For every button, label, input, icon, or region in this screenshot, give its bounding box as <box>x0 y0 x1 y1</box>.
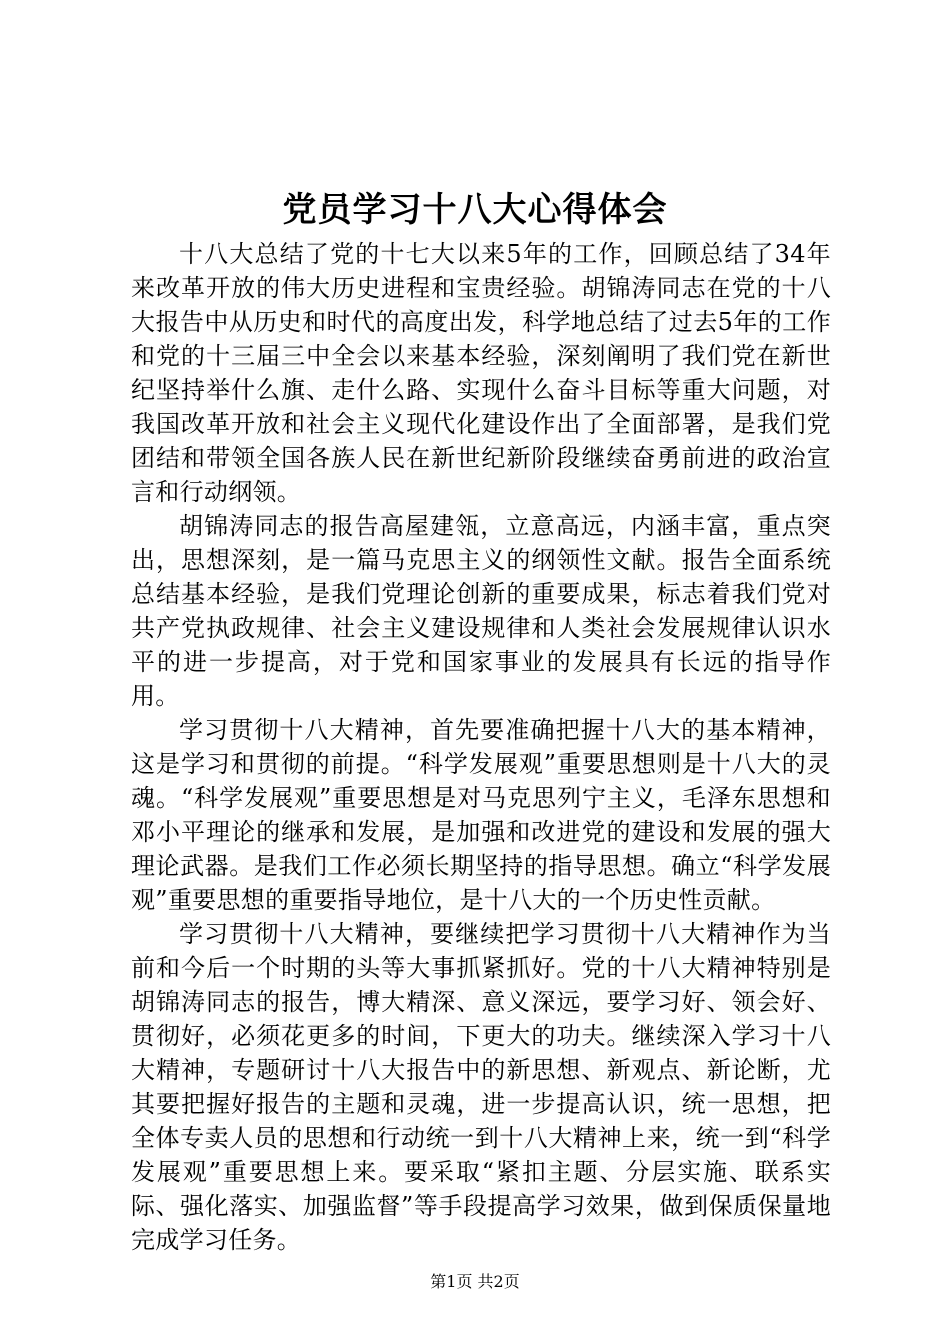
paragraph-2: 胡锦涛同志的报告高屋建瓴，立意高远，内涵丰富，重点突出，思想深刻，是一篇马克思主义的纲领性文献。报告全面系统总结基本经验，是我们党理论创新的重要成果，标志着我们党对共产党执政规律、社会主义建设规律和人类社会发展规律认识水平的进一步提高，对于党和国家事业的发展具有长远的指导作用。 <box>131 512 831 710</box>
paragraph-1: 十八大总结了党的十七大以来5年的工作，回顾总结了34年来改革开放的伟大历史进程和宝贵经验。胡锦涛同志在党的十八大报告中从历史和时代的高度出发，科学地总结了过去5年的工作和党的十三届三中全会以来基本经验，深刻阐明了我们党在新世纪坚持举什么旗、走什么路、实现什么奋斗目标等重大问题，对我国改革开放和社会主义现代化建设作出了全面部署，是我们党团结和带领全国各族人民在新世纪新阶段继续奋勇前进的政治宣言和行动纲领。 <box>131 240 831 506</box>
paragraph-4: 学习贯彻十八大精神，要继续把学习贯彻十八大精神作为当前和今后一个时期的头等大事抓紧抓好。党的十八大精神特别是胡锦涛同志的报告，博大精深、意义深远，要学习好、领会好、贯彻好，必须花更多的时间，下更大的功夫。继续深入学习十八大精神，专题研讨十八大报告中的新思想、新观点、新论断，尤其要把握好报告的主题和灵魂，进一步提高认识，统一思想，把全体专卖人员的思想和行动统一到十八大精神上来，统一到“科学发展观”重要思想上来。要采取“紧扣主题、分层实施、联系实际、强化落实、加强监督”等手段提高学习效果，做到保质保量地完成学习任务。 <box>131 920 831 1254</box>
document-title: 党员学习十八大心得体会 <box>282 190 668 230</box>
document-body <box>131 237 831 1257</box>
paragraph-3: 学习贯彻十八大精神，首先要准确把握十八大的基本精神，这是学习和贯彻的前提。“科学发展观”重要思想则是十八大的灵魂。“科学发展观”重要思想是对马克思列宁主义，毛泽东思想和邓小平理论的继承和发展，是加强和改进党的建设和发展的强大理论武器。是我们工作必须长期坚持的指导思想。确立“科学发展观”重要思想的重要指导地位，是十八大的一个历史性贡献。 <box>131 716 831 914</box>
page-footer: 第1页 共2页 <box>430 1272 520 1291</box>
